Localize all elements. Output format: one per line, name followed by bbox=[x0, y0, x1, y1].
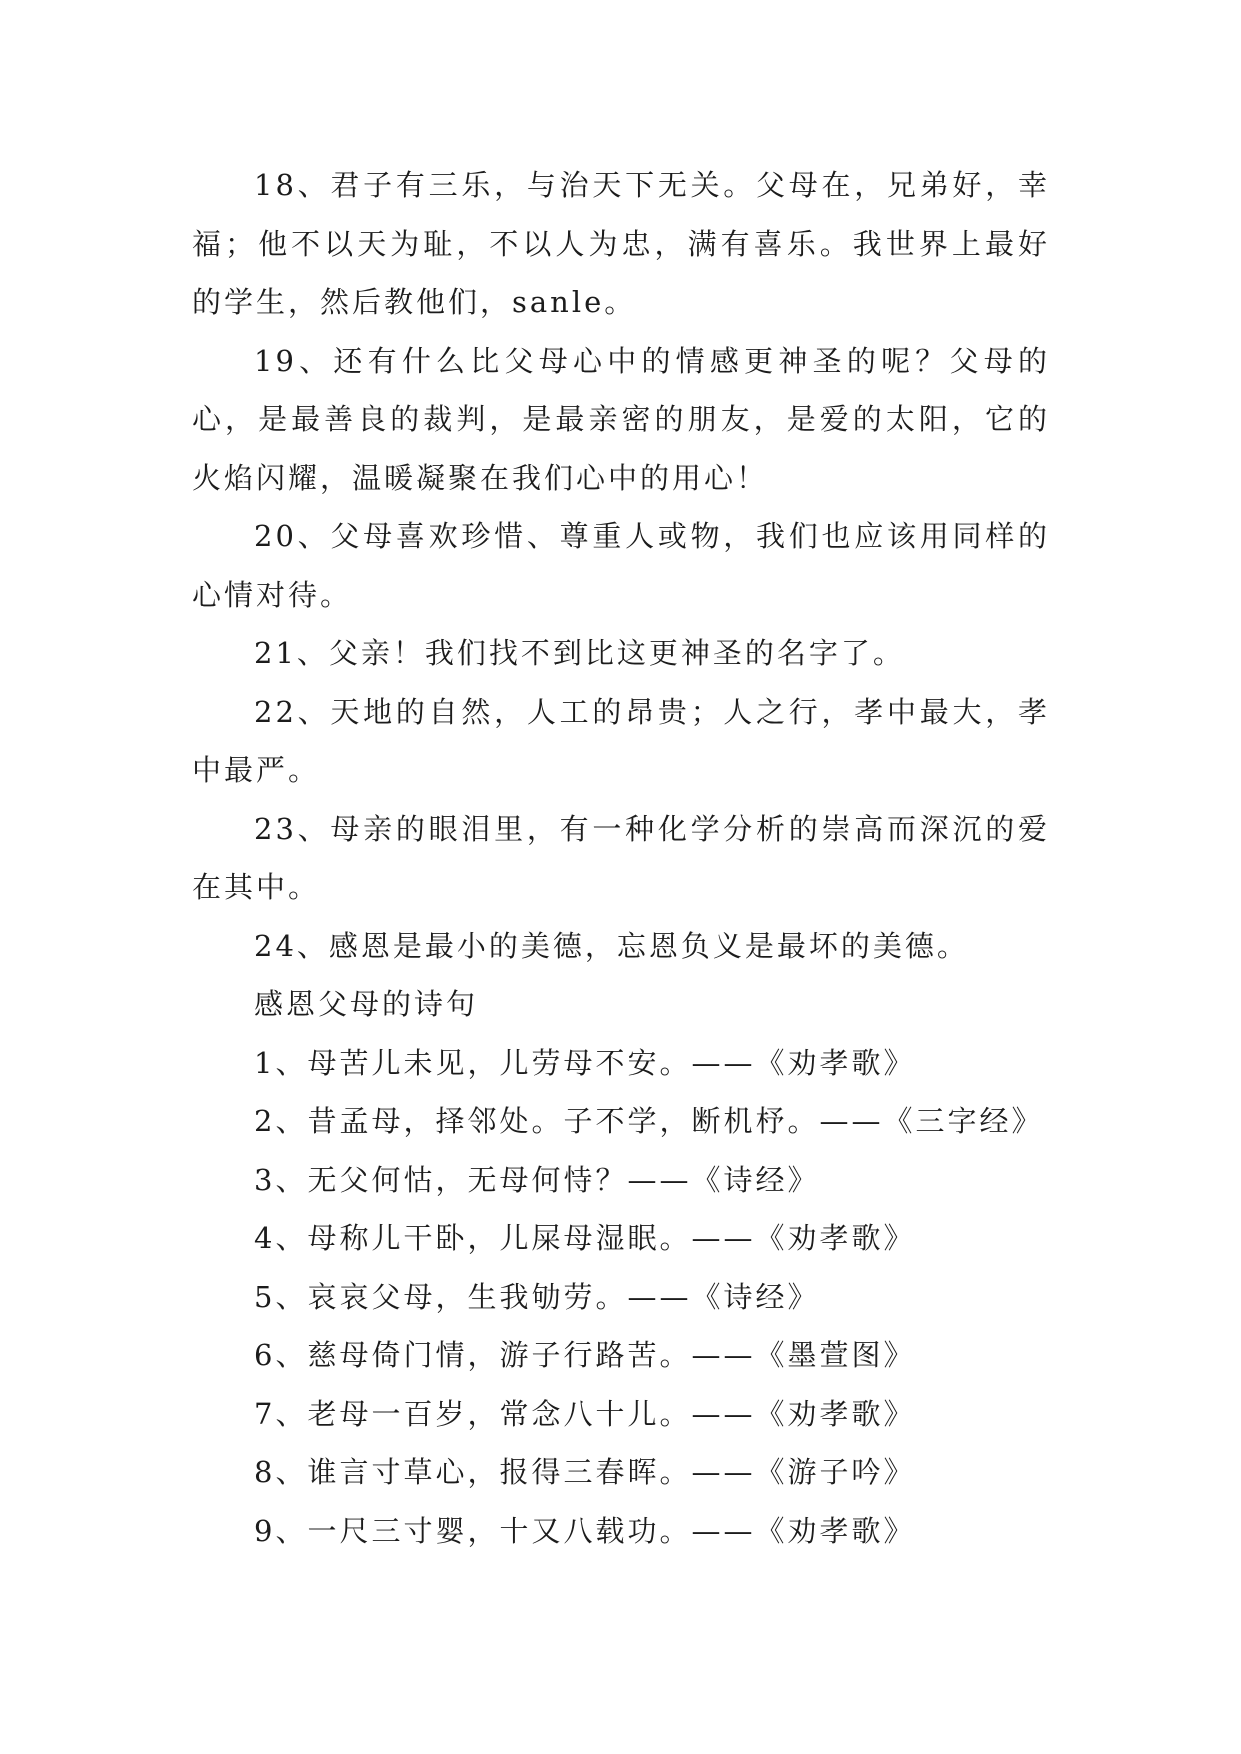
poem-line-5: 5、哀哀父母，生我劬劳。——《诗经》 bbox=[254, 1279, 820, 1314]
quote-paragraph-19: 19、还有什么比父母心中的情感更神圣的呢？父母的心，是最善良的裁判，是最亲密的朋友，是爱的太阳，它的火焰闪耀，温暖凝聚在我们心中的用心！ bbox=[192, 343, 1050, 495]
poem-line-4: 4、母称儿干卧，儿屎母湿眠。——《劝孝歌》 bbox=[254, 1221, 916, 1255]
poem-line-8: 8、谁言寸草心，报得三春晖。——《游子吟》 bbox=[254, 1455, 916, 1489]
quote-paragraph-24: 24、感恩是最小的美德，忘恩负义是最坏的美德。 bbox=[254, 928, 969, 963]
quote-paragraph-23: 23、母亲的眼泪里，有一种化学分析的崇高而深沉的爱在其中。 bbox=[192, 811, 1050, 904]
poem-line-2: 2、昔孟母，择邻处。子不学，断机杼。——《三字经》 bbox=[254, 1104, 1044, 1138]
poem-line-3: 3、无父何怙，无母何恃？——《诗经》 bbox=[254, 1162, 820, 1197]
quote-paragraph-18: 18、君子有三乐，与治天下无关。父母在，兄弟好，幸福；他不以天为耻，不以人为忠，满有喜乐。我世界上最好的学生，然后教他们，sanle。 bbox=[192, 168, 1050, 319]
document-body bbox=[192, 156, 1050, 1560]
quote-paragraph-21: 21、父亲！我们找不到比这更神圣的名字了。 bbox=[254, 636, 905, 670]
section-heading: 感恩父母的诗句 bbox=[254, 987, 479, 1021]
poem-line-1: 1、母苦儿未见，儿劳母不安。——《劝孝歌》 bbox=[254, 1045, 916, 1080]
quote-paragraph-22: 22、天地的自然，人工的昂贵；人之行，孝中最大，孝中最严。 bbox=[192, 694, 1050, 787]
poem-line-9: 9、一尺三寸婴，十又八载功。——《劝孝歌》 bbox=[254, 1513, 916, 1548]
quote-paragraph-20: 20、父母喜欢珍惜、尊重人或物，我们也应该用同样的心情对待。 bbox=[192, 519, 1050, 612]
poem-line-6: 6、慈母倚门情，游子行路苦。——《墨萱图》 bbox=[254, 1338, 916, 1372]
poem-line-7: 7、老母一百岁，常念八十儿。——《劝孝歌》 bbox=[254, 1396, 916, 1431]
